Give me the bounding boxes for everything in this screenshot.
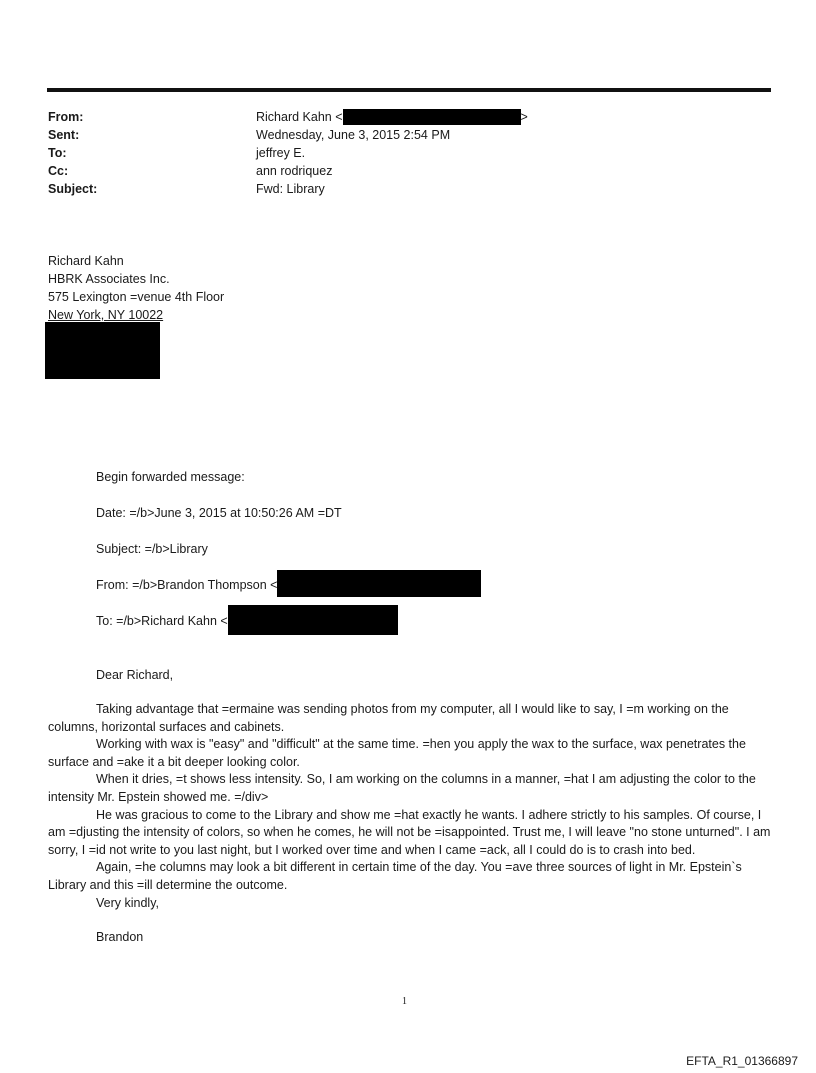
forwarded-date: Date: =/b>June 3, 2015 at 10:50:26 AM =DT (96, 506, 342, 520)
body-paragraph: Working with wax is "easy" and "difficult" at the same time. =hen you apply the wax to the surface, wax penetrates the surface and =ake it a bit deeper looking color. (48, 737, 746, 769)
page-number: 1 (402, 996, 407, 1007)
redaction-forwarded-to (228, 605, 398, 635)
sender-name: Brandon (96, 930, 144, 945)
forwarded-intro: Begin forwarded message: (96, 470, 245, 484)
redaction-signature (45, 322, 160, 379)
body-paragraph: When it dries, =t shows less intensity. So, I am working on the columns in a manner, =hat I am adjusting the color to the intensity Mr. Epstein showed me. =/div> (48, 772, 756, 804)
forwarded-subject: Subject: =/b>Library (96, 542, 208, 556)
forwarded-to-text: To: =/b>Richard Kahn < (96, 614, 228, 628)
sent-label: Sent: (48, 128, 80, 142)
from-name: Richard Kahn < (256, 110, 343, 124)
signature-block (48, 252, 224, 324)
body-paragraph: He was gracious to come to the Library and show me =hat exactly he wants. I adhere strictly to his samples. Of course, I am =djusting the intensity of colors, so when he comes, he will not be =isappointed. Trust me, I will leave "no stone unturned". I am sorry, I =id not write to you last night, but I worked over time and when I came =ack, all I could do is to crash into bed. (48, 807, 771, 857)
cc-value: ann rodriquez (256, 164, 333, 178)
greeting: Dear Richard, (96, 668, 174, 682)
from-tail: > (520, 110, 528, 124)
subject-value: Fwd: Library (256, 182, 325, 196)
body-paragraph: Taking advantage that =ermaine was sending photos from my computer, all I would like to say, I =m working on the columns, horizontal surfaces and cabinets. (48, 702, 729, 734)
signature-address: 575 Lexington =venue 4th Floor (48, 290, 225, 304)
forwarded-from-text: From: =/b>Brandon Thompson < (96, 578, 278, 592)
subject-label: Subject: (48, 182, 98, 196)
redaction-from-email (343, 109, 521, 125)
from-label: From: (48, 110, 84, 124)
signature-company: HBRK Associates Inc. (48, 272, 170, 286)
sent-value: Wednesday, June 3, 2015 2:54 PM (256, 128, 451, 142)
signature-city: New York, NY 10022 (48, 308, 164, 322)
closing: Very kindly, (96, 895, 159, 910)
header-rule (47, 88, 771, 92)
body-paragraph: Again, =he columns may look a bit different in certain time of the day. You =ave three sources of light in Mr. Epstein`s Library and this =ill determine the outcome. (48, 860, 742, 892)
forwarded-to (96, 612, 398, 635)
to-label: To: (48, 146, 67, 160)
document-id: EFTA_R1_01366897 (686, 1054, 798, 1068)
from-value (256, 108, 528, 126)
signature-name: Richard Kahn (48, 254, 124, 268)
to-value: jeffrey E. (256, 146, 306, 160)
message-body (48, 701, 772, 947)
redaction-forwarded-from (277, 570, 481, 597)
cc-label: Cc: (48, 164, 69, 178)
forwarded-from (96, 576, 481, 597)
